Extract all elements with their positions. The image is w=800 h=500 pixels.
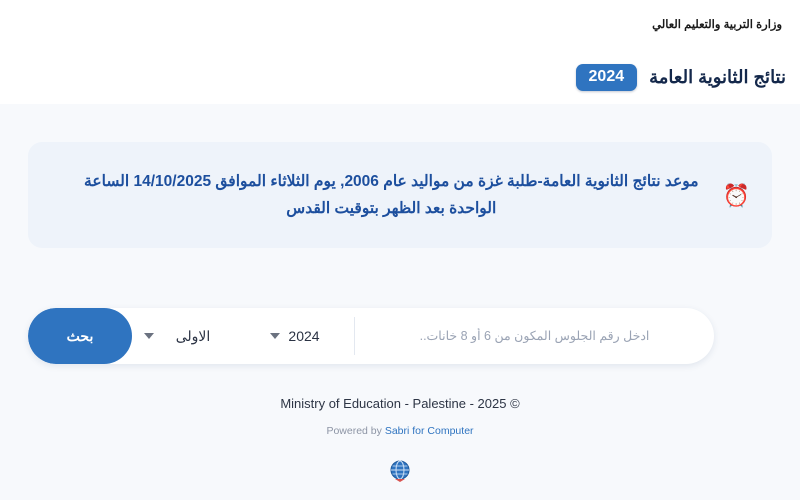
seat-number-input[interactable] [355, 308, 714, 364]
branch-select[interactable] [132, 308, 258, 364]
copyright-text: Ministry of Education - Palestine - 2025 © [280, 396, 520, 411]
powered-by-link[interactable]: Sabri for Computer [384, 425, 474, 437]
header-band [0, 52, 800, 105]
main-content [0, 104, 800, 500]
top-bar [0, 0, 800, 52]
chevron-down-icon [270, 333, 280, 339]
year-select[interactable] [258, 308, 354, 364]
globe-icon[interactable] [387, 458, 413, 484]
footer [0, 396, 800, 437]
header-row [576, 64, 786, 91]
powered-by-prefix: Powered by [326, 425, 385, 437]
powered-by-line [0, 425, 800, 437]
alarm-clock-icon: ⏰ [722, 183, 750, 209]
search-button[interactable]: بحث [28, 308, 132, 364]
chevron-down-icon [144, 333, 154, 339]
branch-select-value: الاولى [175, 327, 211, 344]
search-divider-1 [354, 317, 355, 355]
announcement-text: موعد نتائج الثانوية العامة-طلبة غزة من مواليد عام 2006, يوم الثلاثاء الموافق 14/10/2025 الساعة الواحدة بعد الظهر بتوقيت القدس [84, 173, 699, 218]
ministry-title: وزارة التربية والتعليم العالي [652, 19, 782, 31]
announcement-card [28, 142, 772, 248]
year-badge: 2024 [576, 64, 638, 91]
year-select-value: 2024 [288, 328, 320, 344]
page-title: نتائج الثانوية العامة [649, 67, 786, 87]
search-bar [28, 308, 714, 364]
